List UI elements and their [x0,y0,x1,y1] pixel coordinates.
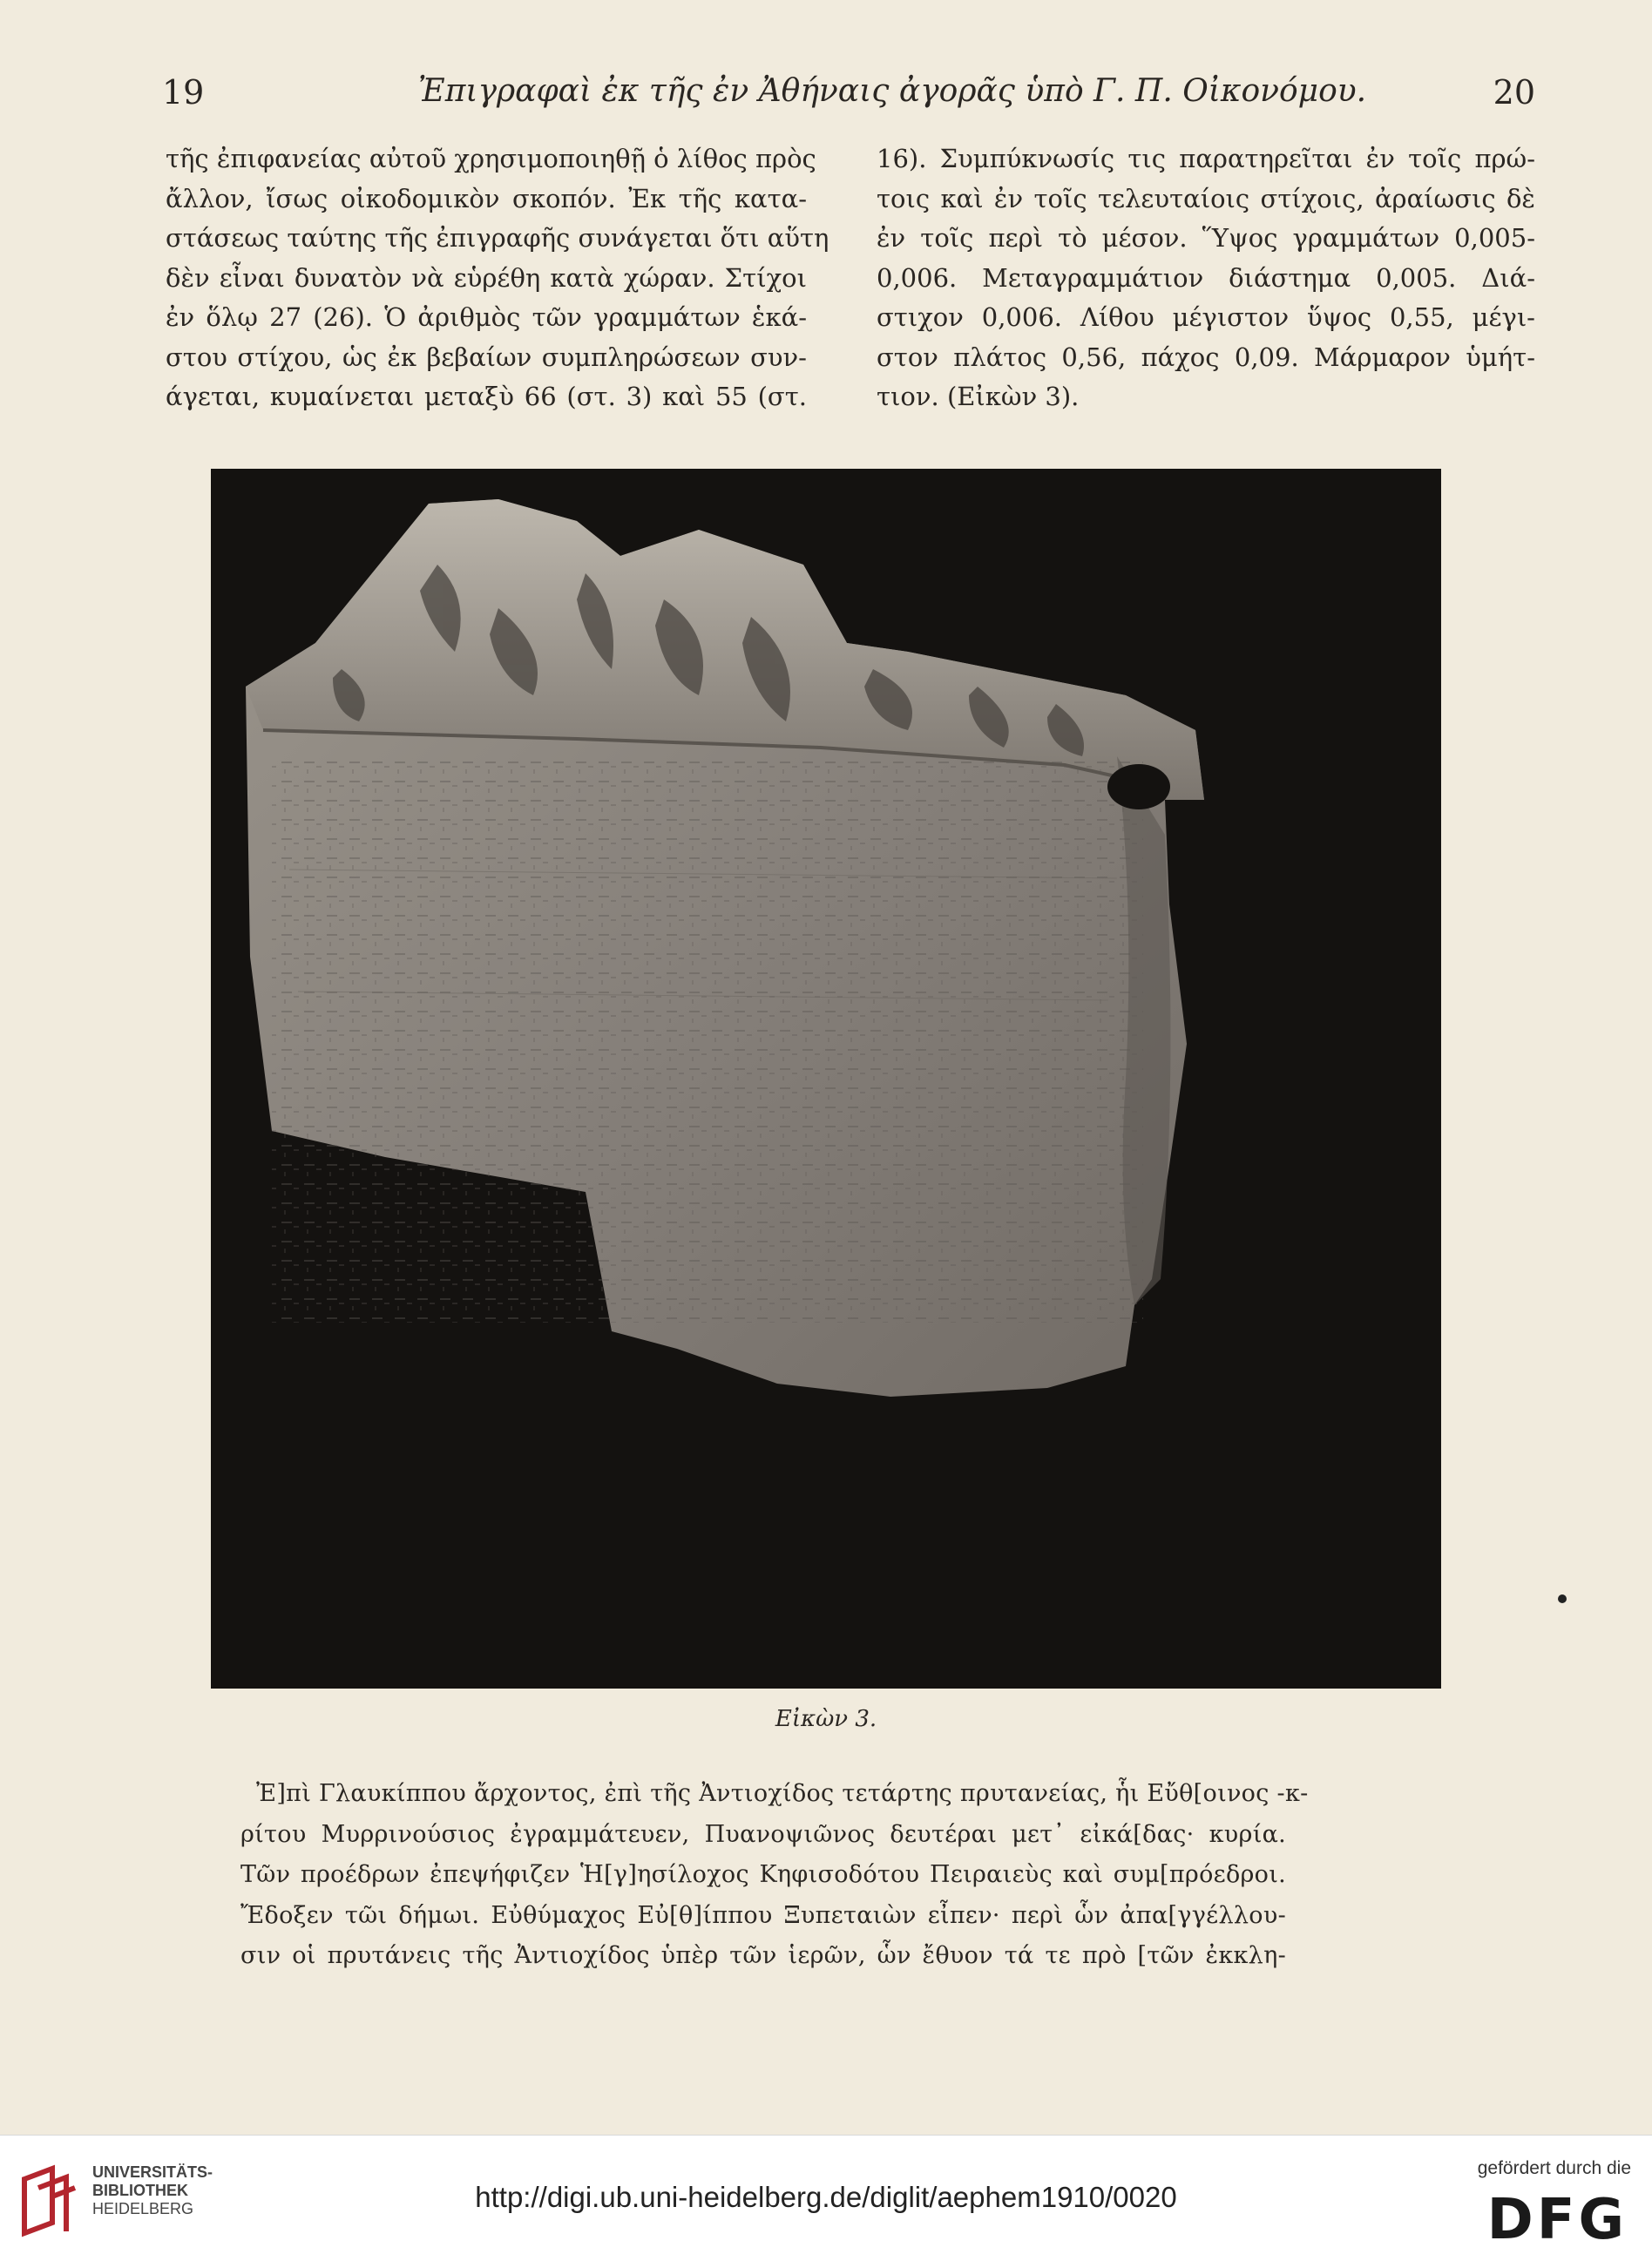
library-name-line: HEIDELBERG [92,2200,194,2217]
dfg-logo: DFG [1486,2188,1628,2252]
footer-bar [0,2135,1652,2261]
page-header [0,73,1652,125]
inscription-transcription [240,1774,1309,1977]
text-line: στου στίχου, ὡς ἐκ βεβαίων συμπληρώσεων συν- [166,342,807,372]
text-line: δὲν εἶναι δυνατὸν νὰ εὑρέθη κατὰ χώραν. Στίχοι [166,262,807,293]
transcription-line: Ἔδοξεν τῶι δήμωι. Εὐθύμαχος Εὐ[θ]ίππου Ξυπεταιὼν εἶπεν· περὶ ὧν ἀπα[γγέλλου- [240,1901,1286,1929]
text-line: ἄλλον, ἴσως οἰκοδομικὸν σκοπόν. Ἐκ τῆς κατα- [166,183,807,213]
text-line: στάσεως ταύτης τῆς ἐπιγραφῆς συνάγεται ὅτι αὕτη [166,223,829,253]
text-line: στιχον 0,006. Λίθου μέγιστον ὕψος 0,55, μέγι- [877,302,1535,332]
text-line: άγεται, κυμαίνεται μεταξὺ 66 (στ. 3) καὶ 55 (στ. [166,382,807,411]
inscription-photograph [211,469,1441,1689]
text-column-left [166,139,829,417]
text-line: τιον. (Εἰκὼν 3). [877,382,1080,411]
text-line: στον πλάτος 0,56, πάχος 0,09. Μάρμαρον ὑμήτ- [877,342,1535,372]
transcription-line: σιν οἱ πρυτάνεις τῆς Ἀντιοχίδος ὑπὲρ τῶν ἱερῶν, ὧν ἔθυον τά τε πρὸ [τῶν ἐκκλη- [240,1942,1286,1969]
text-line: ἐν ὅλῳ 27 (26). Ὁ ἀριθμὸς τῶν γραμμάτων ἑκά- [166,302,807,332]
page-number-right: 20 [1493,73,1535,112]
text-line: 0,006. Μεταγραμμάτιον διάστημα 0,005. Διά- [877,262,1535,293]
text-line: ἐν τοῖς περὶ τὸ μέσον. Ὕψος γραμμάτων 0,005- [877,223,1535,253]
running-title: Ἐπιγραφαὶ ἐκ τῆς ἐν Ἀθήναις ἀγορᾶς ὑπὸ Γ. Π. Οἰκονόμου. [418,73,1367,109]
transcription-line: Τῶν προέδρων ἐπεψήφιζεν Ἡ[γ]ησίλοχος Κηφισοδότου Πειραιεὺς καὶ συμ[πρόεδροι. [240,1861,1286,1888]
figure-caption: Εἰκὼν 3. [775,1706,877,1732]
text-line: 16). Συμπύκνωσίς τις παρατηρεῖται ἐν τοῖς πρώ- [877,144,1535,173]
library-name-line: UNIVERSITÄTS- [92,2163,213,2181]
transcription-line: Ἐ]πὶ Γλαυκίππου ἄρχοντος, ἐπὶ τῆς Ἀντιοχίδος τετάρτης πρυτανείας, ἧι Εὔθ[οινος -κ- [256,1780,1309,1807]
text-column-right [877,139,1535,417]
funding-note: gefördert durch die [1477,2158,1631,2178]
stone-stele-image [211,469,1441,1689]
text-line: τῆς ἐπιφανείας αὐτοῦ χρησιμοποιηθῇ ὁ λίθος πρὸς [166,144,816,173]
margin-dot [1558,1594,1567,1603]
library-name-line: BIBLIOTHEK [92,2182,188,2199]
source-url-link[interactable]: http://digi.ub.uni-heidelberg.de/diglit/aephem1910/0020 [475,2181,1177,2213]
transcription-line: ρίτου Μυρρινούσιος ἐγραμμάτευεν, Πυανοψιῶνος δευτέραι μετ᾽ εἰκά[δας· κυρία. [240,1820,1286,1848]
text-line: τοις καὶ ἐν τοῖς τελευταίοις στίχοις, ἀραίωσις δὲ [877,183,1535,213]
page-number-left: 19 [162,73,205,112]
